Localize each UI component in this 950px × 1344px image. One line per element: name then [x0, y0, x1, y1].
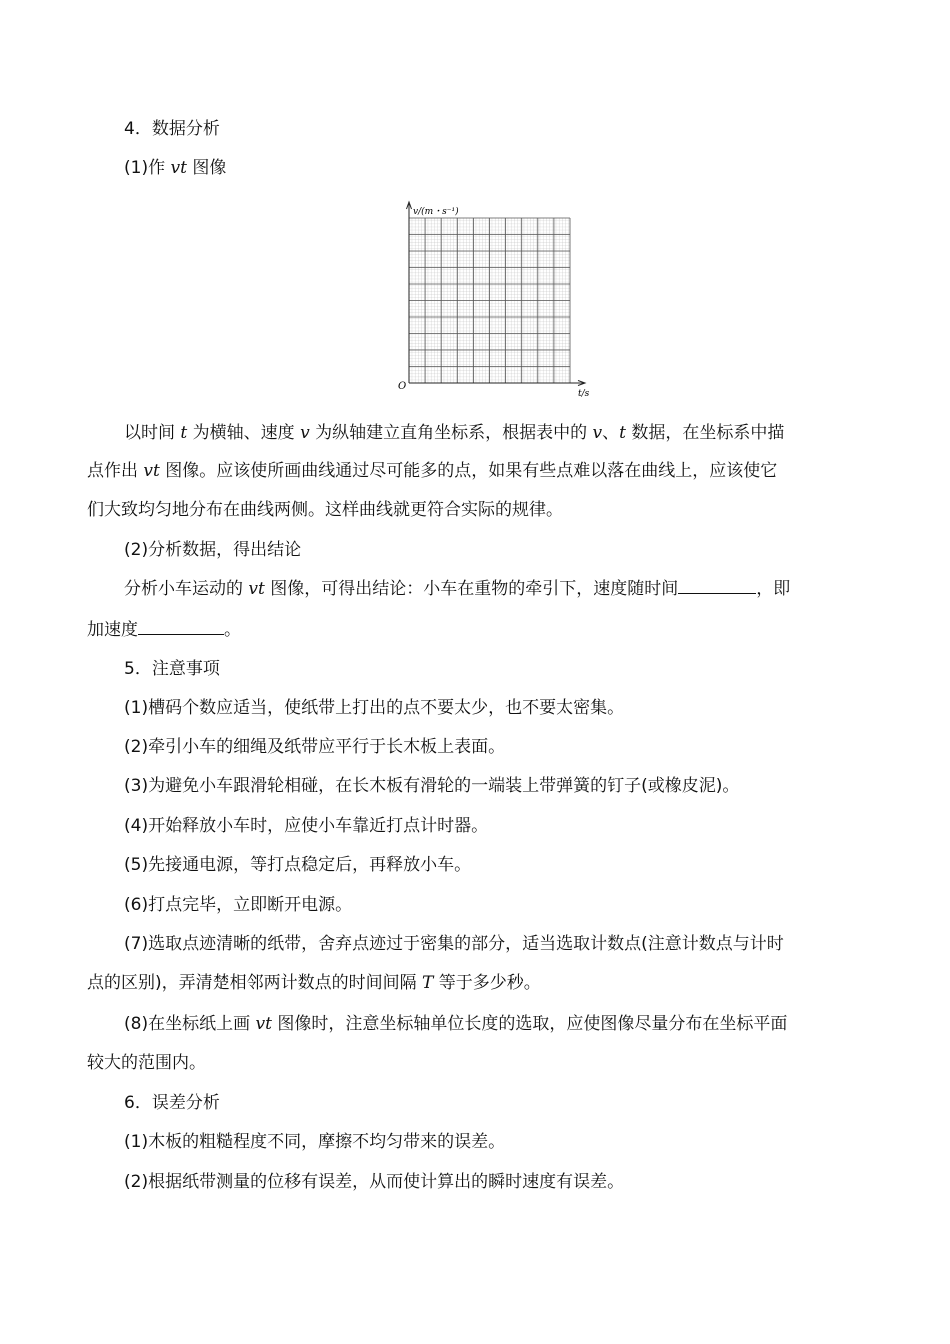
- text: 分析小车运动的: [124, 579, 249, 599]
- section-heading-5: 5．注意事项: [124, 659, 220, 679]
- text: 以时间: [124, 423, 181, 443]
- y-axis-label: v/(m・s⁻¹): [413, 207, 459, 217]
- note-7-line-1: (7)选取点迹清晰的纸带，舍弃点迹过于密集的部分，适当选取计数点(注意计数点与计时: [124, 934, 784, 954]
- var-vt: vt: [248, 579, 265, 599]
- text: 为纵轴建立直角坐标系，根据表中的: [309, 423, 593, 443]
- text: 点的区别)，弄清楚相邻两计数点的时间间隔: [87, 973, 423, 993]
- paragraph-1-line-2: [87, 459, 777, 483]
- text: 、: [602, 423, 620, 443]
- note-7-line-2: [87, 971, 541, 995]
- error-2: (2)根据纸带测量的位移有误差，从而使计算出的瞬时速度有误差。: [124, 1172, 625, 1192]
- text: 数据，在坐标系中描: [625, 423, 785, 443]
- origin-label: O: [398, 381, 407, 392]
- text: 图像时，注意坐标轴单位长度的选取，应使图像尽量分布在坐标平面: [271, 1014, 788, 1034]
- subheading-analyze: (2)分析数据，得出结论: [124, 540, 302, 560]
- text: 。: [224, 620, 241, 640]
- text: (1)作: [124, 158, 171, 178]
- var-v: v: [300, 423, 310, 443]
- error-1: (1)木板的粗糙程度不同，摩擦不均匀带来的误差。: [124, 1132, 506, 1152]
- var-vt: vt: [143, 461, 160, 481]
- paragraph-1-line-1: [124, 421, 784, 445]
- text: 图像: [186, 158, 227, 178]
- var-t: t: [180, 423, 188, 443]
- x-axis-label: t/s: [578, 389, 590, 399]
- var-t: t: [180, 158, 187, 178]
- section-heading-4: 4．数据分析: [124, 119, 220, 139]
- paragraph-2-line-1: [124, 577, 790, 601]
- text: (8)在坐标纸上画: [124, 1014, 256, 1034]
- text: 图像，可得出结论：小车在重物的牵引下，速度随时间: [264, 579, 679, 599]
- note-8-line-2: 较大的范围内。: [87, 1053, 206, 1073]
- paragraph-1-line-3: 们大致均匀地分布在曲线两侧。这样曲线就更符合实际的规律。: [87, 500, 563, 520]
- note-8-line-1: [124, 1012, 787, 1036]
- text: 点作出: [87, 461, 144, 481]
- var-v: v: [170, 158, 181, 178]
- note-4: (4)开始释放小车时，应使小车靠近打点计时器。: [124, 816, 489, 836]
- note-1: (1)槽码个数应适当，使纸带上打出的点不要太少，也不要太密集。: [124, 698, 625, 718]
- fill-blank-1[interactable]: [678, 577, 756, 594]
- fill-blank-2[interactable]: [138, 618, 224, 635]
- paragraph-2-line-2: [87, 618, 241, 642]
- text: 为横轴、速度: [187, 423, 301, 443]
- var-vt: vt: [255, 1014, 272, 1034]
- note-2: (2)牵引小车的细绳及纸带应平行于长木板上表面。: [124, 737, 506, 757]
- note-6: (6)打点完毕，立即断开电源。: [124, 895, 353, 915]
- vt-grid-figure: [392, 198, 598, 400]
- note-3: (3)为避免小车跟滑轮相碰，在长木板有滑轮的一端装上带弹簧的钉子(或橡皮泥)。: [124, 776, 740, 796]
- var-T: T: [422, 973, 434, 993]
- var-t: t: [619, 423, 626, 443]
- var-v: v: [592, 423, 603, 443]
- text: 加速度: [87, 620, 138, 640]
- text: 图像。应该使所画曲线通过尽可能多的点，如果有些点难以落在曲线上，应该使它: [159, 461, 778, 481]
- text: 等于多少秒。: [433, 973, 541, 993]
- section-heading-6: 6．误差分析: [124, 1093, 220, 1113]
- subheading-vt-graph: [124, 156, 226, 180]
- note-5: (5)先接通电源，等打点稳定后，再释放小车。: [124, 855, 472, 875]
- text: ，即: [756, 579, 791, 599]
